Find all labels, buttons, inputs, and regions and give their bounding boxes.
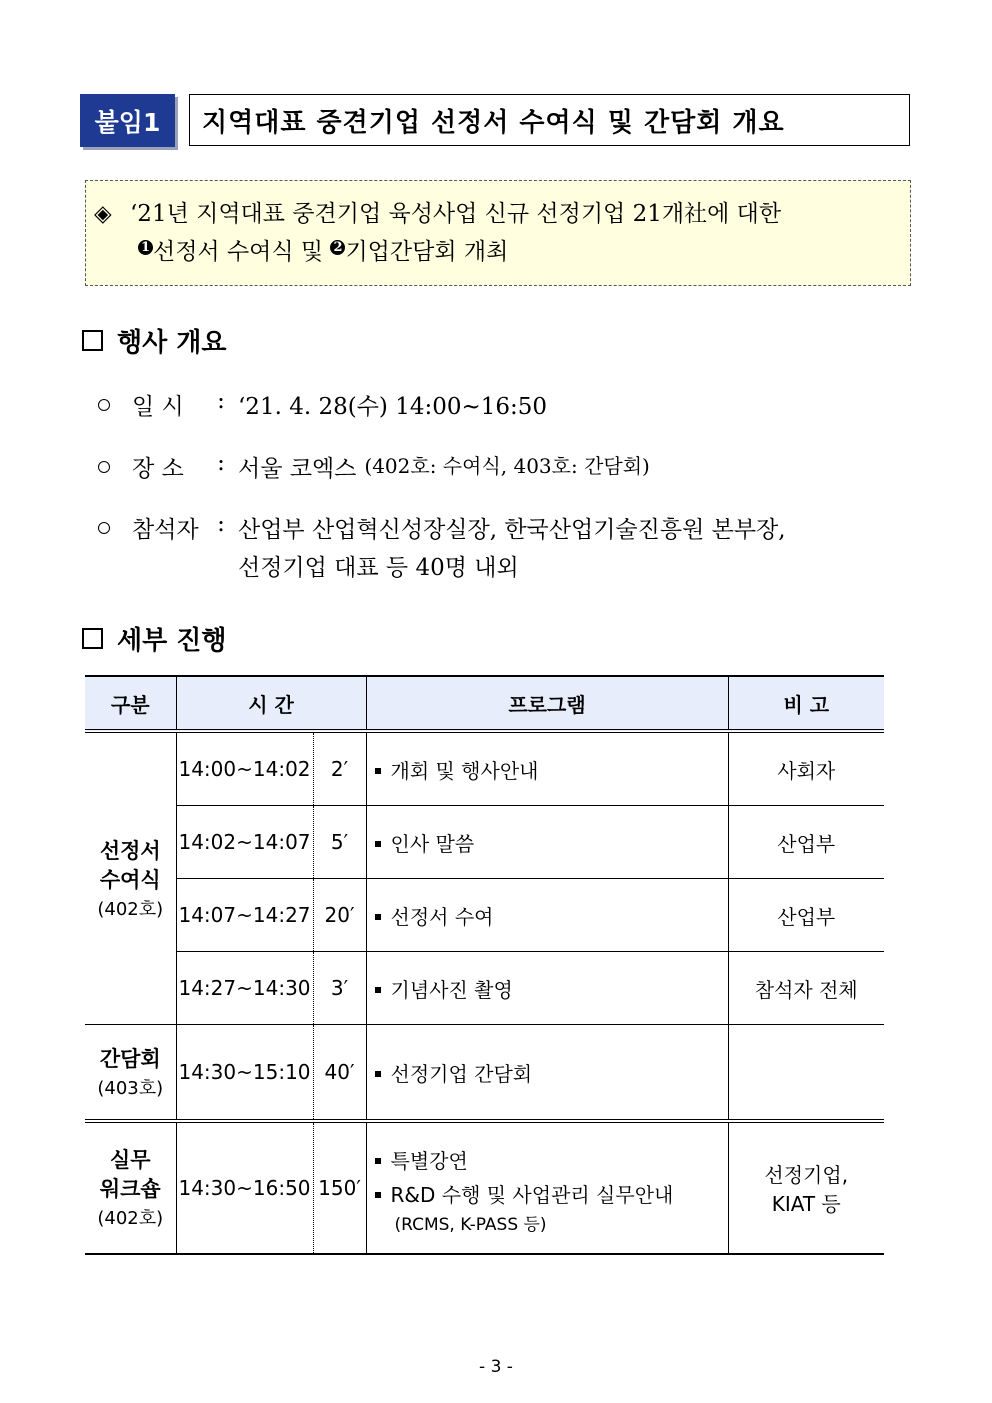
program-cell <box>366 806 728 879</box>
square-bullet-icon <box>375 1071 381 1077</box>
group-name: 수여식 <box>99 867 161 892</box>
place-value: 서울 코엑스 <box>238 456 357 482</box>
summary-part1: 선정서 수여식 및 <box>153 239 324 265</box>
time-cell: 14:02~14:07 <box>176 806 313 879</box>
diamond-icon: ◈ <box>94 201 112 227</box>
section-detail-heading <box>82 620 227 657</box>
circle-bullet-icon <box>98 399 110 411</box>
group-cell <box>85 1121 176 1254</box>
circle-bullet-icon <box>98 522 110 534</box>
square-bullet-icon <box>375 987 381 993</box>
overview-date <box>98 388 547 421</box>
header-note: 비 고 <box>728 676 884 731</box>
note-cell <box>728 1025 884 1122</box>
program-text: 개회 및 행사안내 <box>390 758 539 783</box>
note-line: 선정기업, <box>764 1163 849 1187</box>
colon: : <box>217 511 225 537</box>
attendees-line2: 선정기업 대표 등 40명 내외 <box>238 555 519 581</box>
time-cell: 14:30~15:10 <box>176 1025 313 1122</box>
duration-cell: 40′ <box>313 1025 366 1122</box>
duration-cell: 3′ <box>313 952 366 1025</box>
time-cell: 14:30~16:50 <box>176 1121 313 1254</box>
attendees-label: 참석자 <box>132 517 199 543</box>
group-cell <box>85 1025 176 1122</box>
program-cell <box>366 952 728 1025</box>
attendees-line1: 산업부 산업혁신성장실장, 한국산업기술진흥원 본부장, <box>238 517 786 543</box>
note-cell: 산업부 <box>728 879 884 952</box>
table-row <box>85 1025 884 1122</box>
date-value: ‘21. 4. 28(수) 14:00~16:50 <box>238 394 548 420</box>
group-name: 워크숍 <box>99 1177 161 1201</box>
place-label: 장 소 <box>132 456 184 482</box>
overview-attendees <box>98 511 786 544</box>
date-label: 일 시 <box>132 394 184 420</box>
number-2-icon: 2 <box>330 240 345 255</box>
square-bullet-icon <box>375 914 381 920</box>
page-title: 지역대표 중견기업 선정서 수여식 및 간담회 개요 <box>189 94 910 146</box>
note-cell: 산업부 <box>728 806 884 879</box>
program-text: 선정기업 간담회 <box>390 1061 533 1086</box>
overview-place <box>98 450 650 483</box>
group-name: 간담회 <box>99 1046 161 1071</box>
program-subtext: (RCMS, K-PASS 등) <box>394 1214 547 1235</box>
table-row <box>85 952 884 1025</box>
time-cell: 14:00~14:02 <box>176 731 313 806</box>
duration-cell: 150′ <box>313 1121 366 1254</box>
group-cell <box>85 731 176 1025</box>
duration-cell: 2′ <box>313 731 366 806</box>
section-detail-title: 세부 진행 <box>117 626 227 656</box>
group-room: (403호) <box>97 1077 164 1099</box>
table-row <box>85 879 884 952</box>
program-text: 선정서 수여 <box>390 904 494 929</box>
summary-part2: 기업간담회 개최 <box>345 239 509 265</box>
program-text: 특별강연 <box>390 1148 468 1173</box>
square-bullet-icon <box>375 768 381 774</box>
time-cell: 14:07~14:27 <box>176 879 313 952</box>
table-row <box>85 1121 884 1254</box>
circle-bullet-icon <box>98 461 110 473</box>
group-name: 선정서 <box>99 838 161 863</box>
duration-cell: 5′ <box>313 806 366 879</box>
colon: : <box>217 450 225 476</box>
checkbox-square-icon <box>82 330 103 351</box>
section-overview-heading <box>82 322 227 359</box>
group-name: 실무 <box>109 1148 151 1172</box>
time-cell: 14:27~14:30 <box>176 952 313 1025</box>
square-bullet-icon <box>375 1192 381 1198</box>
program-text: R&D 수행 및 사업관리 실무안내 <box>390 1182 674 1207</box>
program-text: 인사 말씀 <box>390 831 475 856</box>
square-bullet-icon <box>375 1158 381 1164</box>
header-program: 프로그램 <box>366 676 728 731</box>
program-cell <box>366 1025 728 1122</box>
attachment-tag: 붙임1 <box>80 94 175 147</box>
table-row <box>85 731 884 806</box>
header-time: 시 간 <box>176 676 366 731</box>
page-number: - 3 - <box>479 1357 513 1377</box>
program-cell <box>366 879 728 952</box>
duration-cell: 20′ <box>313 879 366 952</box>
table-row <box>85 806 884 879</box>
note-cell <box>728 1121 884 1254</box>
table-header-row <box>85 676 884 731</box>
note-cell: 참석자 전체 <box>728 952 884 1025</box>
number-1-icon: 1 <box>138 240 153 255</box>
group-room: (402호) <box>97 1208 164 1229</box>
header-group: 구분 <box>85 676 176 731</box>
note-line: KIAT 등 <box>771 1192 841 1216</box>
place-note: (402호: 수여식, 403호: 간담회) <box>364 454 650 478</box>
note-cell: 사회자 <box>728 731 884 806</box>
schedule-table <box>85 675 884 1255</box>
program-text: 기념사진 촬영 <box>390 977 513 1002</box>
colon: : <box>217 388 225 414</box>
summary-box <box>85 180 911 286</box>
program-cell <box>366 1121 728 1254</box>
program-cell <box>366 731 728 806</box>
section-overview-title: 행사 개요 <box>117 328 227 358</box>
summary-line1: ‘21년 지역대표 중견기업 육성사업 신규 선정기업 21개社에 대한 <box>130 201 782 227</box>
square-bullet-icon <box>375 841 381 847</box>
group-room: (402호) <box>97 898 164 920</box>
checkbox-square-icon <box>82 628 103 649</box>
